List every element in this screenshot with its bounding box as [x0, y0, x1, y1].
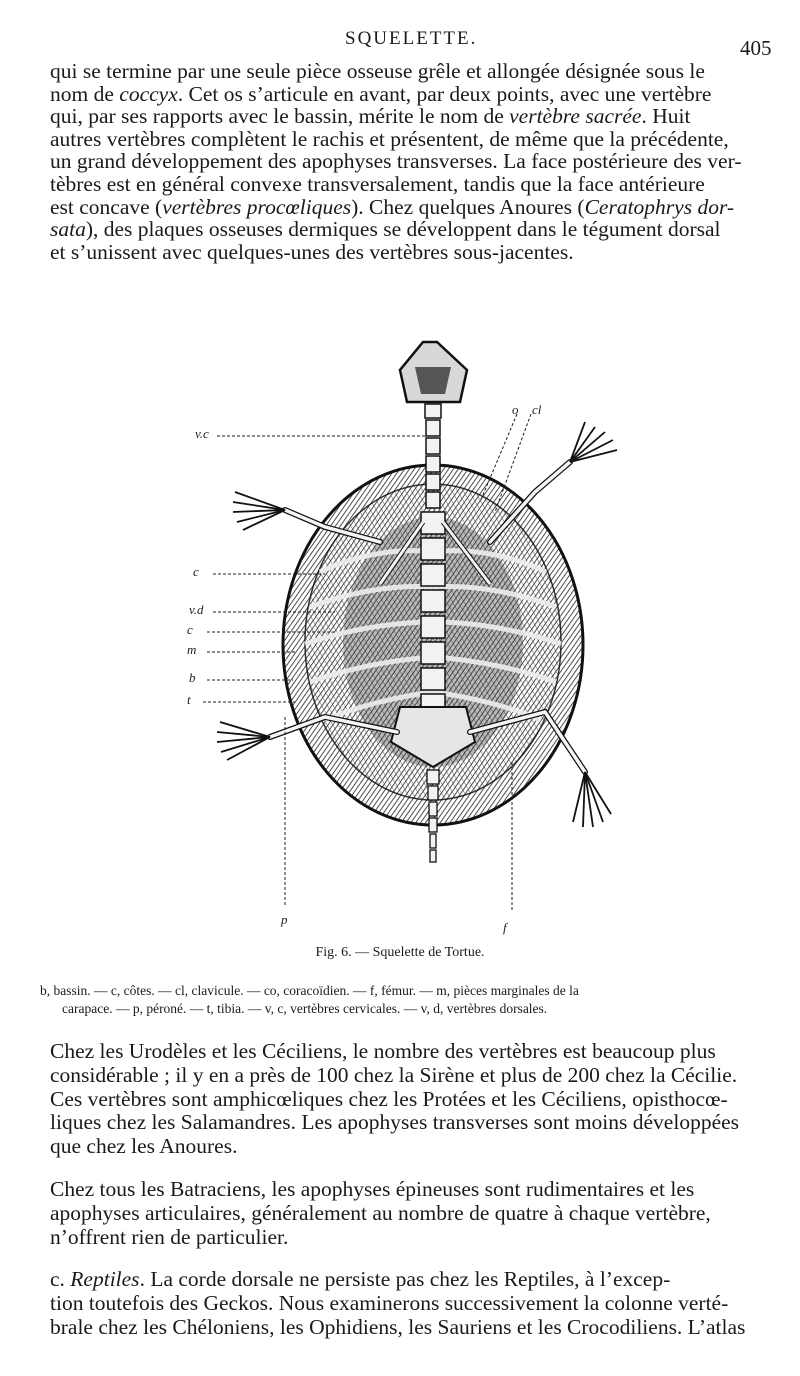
text-line: liques chez les Salamandres. Les apophyses transverses sont moins développées	[50, 1110, 740, 1135]
paragraph-anoures-vertebrae	[50, 60, 768, 263]
fig-label-co-top: o	[512, 402, 519, 417]
vertebral-column	[421, 404, 445, 716]
fig-label-co: c	[187, 622, 193, 637]
text-line: c. Reptiles. La corde dorsale ne persiste pas chez les Reptiles, à l’excep-	[50, 1267, 671, 1291]
term-dorsata: sata	[50, 217, 86, 242]
fig-label-t: t	[187, 692, 191, 707]
fig-label-b: b	[189, 670, 196, 685]
text-line: sata), des plaques osseuses dermiques se développent dans le tégument dorsal	[50, 217, 721, 242]
fig-label-vc: v.c	[195, 426, 209, 441]
page-number: 405	[740, 36, 772, 60]
text-line: apophyses articulaires, généralement au nombre de quatre à chaque vertèbre,	[50, 1200, 711, 1225]
legend-line: b, bassin. — c, côtes. — cl, clavicule. — co, coracoïdien. — f, fémur. — m, pièces marginales de la	[40, 983, 579, 998]
fig-label-cl: cl	[532, 402, 542, 417]
paragraph-urodeles	[50, 1040, 768, 1159]
text-line: qui se termine par une seule pièce osseuse grêle et allongée désignée sous le	[50, 59, 705, 83]
term-vertebre-sacree: vertèbre sacrée	[509, 104, 642, 129]
turtle-skeleton-figure	[175, 322, 635, 952]
figure-caption: Fig. 6. — Squelette de Tortue.	[315, 945, 485, 960]
paragraph-reptiles	[50, 1268, 768, 1339]
figure-legend	[40, 982, 770, 1018]
text-line: tion toutefois des Geckos. Nous examinerons successivement la colonne verté-	[50, 1290, 729, 1315]
term-vertebres-procoeliques: vertèbres procœliques	[162, 194, 352, 219]
text-line: Chez tous les Batraciens, les apophyses épineuses sont rudimentaires et les	[50, 1177, 695, 1201]
text-line: nom de coccyx. Cet os s’articule en avant, par deux points, avec une vertèbre	[50, 81, 712, 106]
term-coccyx: coccyx	[119, 81, 178, 106]
paragraph-batraciens	[50, 1178, 768, 1249]
text-line: Ces vertèbres sont amphicœliques chez les Protées et les Céciliens, opisthocœ-	[50, 1086, 728, 1111]
fig-label-f: f	[503, 920, 507, 935]
left-hindfoot	[217, 722, 270, 760]
term-ceratophrys: Ceratophrys dor-	[584, 194, 735, 219]
tail	[427, 770, 439, 862]
text-line: que chez les Anoures.	[50, 1134, 238, 1159]
text-line: n’offrent rien de particulier.	[50, 1224, 289, 1249]
section-heading-reptiles: Reptiles	[70, 1267, 140, 1291]
left-forefoot	[233, 492, 285, 530]
fig-label-m: m	[187, 642, 197, 657]
text-line: et s’unissent avec quelques-unes des vertèbres sous-jacentes.	[50, 239, 574, 264]
fig-label-p: p	[281, 912, 288, 927]
text-line: considérable ; il y en a près de 100 chez la Sirène et plus de 200 chez la Cécilie.	[50, 1062, 738, 1087]
text-line: qui, par ses rapports avec le bassin, mérite le nom de vertèbre sacrée. Huit	[50, 104, 691, 129]
running-head	[0, 28, 800, 58]
text-line: est concave (vertèbres procœliques). Chez quelques Anoures (Ceratophrys dor-	[50, 194, 735, 219]
text-line: autres vertèbres complètent le rachis et présentent, de même que la précédente,	[50, 126, 729, 151]
text-line: Chez les Urodèles et les Céciliens, le nombre des vertèbres est beaucoup plus	[50, 1039, 716, 1063]
fig-label-c: c	[193, 564, 199, 579]
right-forefoot	[570, 422, 617, 462]
legend-line: carapace. — p, péroné. — t, tibia. — v, c, vertèbres cervicales. — v, d, vertèbres dorsales.	[62, 1001, 548, 1016]
running-title: SQUELETTE.	[345, 28, 478, 49]
turtle-skeleton-illustration	[175, 322, 635, 952]
text-line: un grand développement des apophyses transverses. La face postérieure des ver-	[50, 149, 742, 174]
fig-label-vd: v.d	[189, 602, 204, 617]
right-hindfoot	[573, 772, 611, 827]
text-line: tèbres est en général convexe transversalement, tandis que la face antérieure	[50, 171, 705, 196]
text-line: brale chez les Chéloniens, les Ophidiens, les Sauriens et les Crocodiliens. L’atlas	[50, 1314, 746, 1339]
